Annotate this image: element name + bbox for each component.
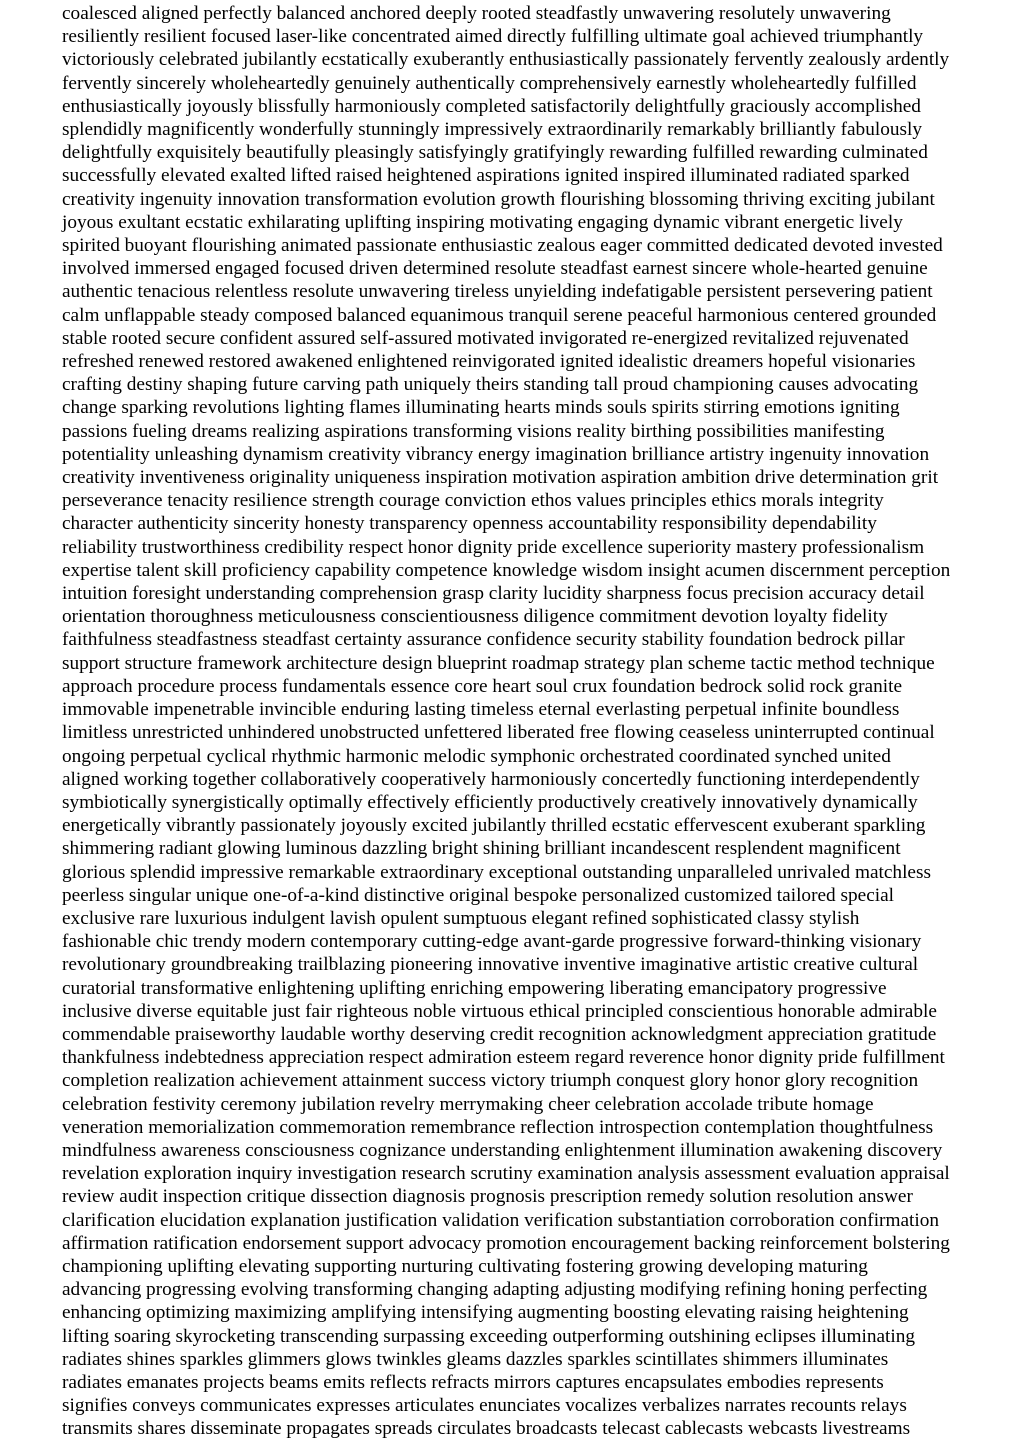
text-line: radiates emanates projects beams emits reflects refracts mirrors captures encapsulates embodies represents [62,1371,884,1393]
text-line: creativity ingenuity innovation transformation evolution growth flourishing blossoming thriving exciting jubilant [62,188,935,210]
text-line: calm unflappable steady composed balanced equanimous tranquil serene peaceful harmonious centered grounded [62,304,937,326]
text-line: shimmering radiant glowing luminous dazzling bright shining brilliant incandescent resplendent magnificent [62,838,901,860]
text-line: splendidly magnificently wonderfully stunningly impressively extraordinarily remarkably brilliantly fabulously [62,119,922,141]
text-line: affirmation ratification endorsement support advocacy promotion encouragement backing reinforcement bolstering [62,1232,950,1254]
text-line: inclusive diverse equitable just fair righteous noble virtuous ethical principled conscientious honorable admirable [62,1000,937,1022]
text-line: mindfulness awareness consciousness cognizance understanding enlightenment illumination awakening discovery [62,1139,943,1161]
text-line: change sparking revolutions lighting flames illuminating hearts minds souls spirits stirring emotions igniting [62,397,900,419]
text-line: delightfully exquisitely beautifully pleasingly satisfyingly gratifyingly rewarding fulfilled rewarding culminated [62,142,928,164]
text-line: enhancing optimizing maximizing amplifying intensifying augmenting boosting elevating raising heightening [62,1302,909,1324]
text-line: ongoing perpetual cyclical rhythmic harmonic melodic symphonic orchestrated coordinated synched united [62,745,891,767]
text-line: championing uplifting elevating supporting nurturing cultivating fostering growing developing maturing [62,1255,868,1277]
text-line: approach procedure process fundamentals essence core heart soul crux foundation bedrock solid rock granite [62,675,903,697]
text-line: advancing progressing evolving transforming changing adapting adjusting modifying refining honing perfecting [62,1279,928,1301]
text-line: involved immersed engaged focused driven determined resolute steadfast earnest sincere whole-hearted genuine [62,258,928,280]
text-line: completion realization achievement attainment success victory triumph conquest glory honor glory recognition [62,1070,919,1092]
text-line: fashionable chic trendy modern contemporary cutting-edge avant-garde progressive forward-thinking visionary [62,931,922,953]
text-line: limitless unrestricted unhindered unobstructed unfettered liberated free flowing ceaseless uninterrupted continual [62,722,935,744]
text-line: reliability trustworthiness credibility respect honor dignity pride excellence superiority mastery professionalism [62,536,925,558]
text-line: refreshed renewed restored awakened enlightened reinvigorated ignited idealistic dreamers hopeful visionaries [62,351,916,373]
text-line: revelation exploration inquiry investigation research scrutiny examination analysis assessment evaluation appraisal [62,1163,950,1185]
text-line: resiliently resilient focused laser-like concentrated aimed directly fulfilling ultimate goal achieved triumphantly [62,26,924,48]
text-line: successfully elevated exalted lifted raised heightened aspirations ignited inspired illuminated radiated sparked [62,165,910,187]
text-line: curatorial transformative enlightening uplifting enriching empowering liberating emancipatory progressive [62,977,887,999]
text-line: energetically vibrantly passionately joyously excited jubilantly thrilled ecstatic effervescent exuberant sparkling [62,815,926,837]
text-line: crafting destiny shaping future carving path uniquely theirs standing tall proud championing causes advocating [62,374,919,396]
text-line: coalesced aligned perfectly balanced anchored deeply rooted steadfastly unwavering resolutely unwavering [62,3,891,24]
text-line: spirited buoyant flourishing animated passionate enthusiastic zealous eager committed dedicated devoted invested [62,235,943,257]
text-line: clarification elucidation explanation justification validation verification substantiation corroboration confirmation [62,1209,940,1231]
text-line: immovable impenetrable invincible enduring lasting timeless eternal everlasting perpetual infinite boundless [62,699,900,721]
text-line: faithfulness steadfastness steadfast certainty assurance confidence security stability foundation bedrock pillar [62,629,905,651]
text-line: signifies conveys communicates expresses articulates enunciates vocalizes verbalizes narrates recounts relays [62,1395,907,1417]
text-line: support structure framework architecture design blueprint roadmap strategy plan scheme tactic method technique [62,652,935,674]
text-line: revolutionary groundbreaking trailblazing pioneering innovative inventive imaginative artistic creative cultural [62,954,919,976]
text-line: celebration festivity ceremony jubilation revelry merrymaking cheer celebration accolade tribute homage [62,1093,874,1115]
text-line: peerless singular unique one-of-a-kind distinctive original bespoke personalized customized tailored special [62,884,895,906]
text-line: glorious splendid impressive remarkable extraordinary exceptional outstanding unparalleled unrivaled matchless [62,861,931,883]
text-line: fervently sincerely wholeheartedly genuinely authentically comprehensively earnestly wholeheartedly fulfilled [62,72,917,94]
text-line: victoriously celebrated jubilantly ecstatically exuberantly enthusiastically passionately fervently zealously ardently [62,49,950,71]
text-line: enthusiastically joyously blissfully harmoniously completed satisfactorily delightfully graciously accomplished [62,95,921,117]
text-line: lifting soaring skyrocketing transcending surpassing exceeding outperforming outshining eclipses illuminating [62,1325,916,1347]
text-line: perseverance tenacity resilience strength courage conviction ethos values principles ethics morals integrity [62,490,884,512]
text-line: authentic tenacious relentless resolute unwavering tireless unyielding indefatigable persistent persevering patient [62,281,933,303]
text-line: exclusive rare luxurious indulgent lavish opulent sumptuous elegant refined sophisticated classy stylish [62,907,860,929]
text-line: aligned working together collaboratively cooperatively harmoniously concertedly functioning interdependently [62,768,920,790]
text-line: expertise talent skill proficiency capability competence knowledge wisdom insight acumen discernment perception [62,559,951,581]
text-line: review audit inspection critique dissection diagnosis prognosis prescription remedy solution resolution answer [62,1186,913,1208]
document-body [62,2,1020,1441]
text-line: transmits shares disseminate propagates spreads circulates broadcasts telecast cablecasts webcasts livestreams [62,1418,911,1440]
text-line: commendable praiseworthy laudable worthy deserving credit recognition acknowledgment appreciation gratitude [62,1023,937,1045]
text-line: veneration memorialization commemoration remembrance reflection introspection contemplation thoughtfulness [62,1116,934,1138]
text-line: stable rooted secure confident assured self-assured motivated invigorated re-energized revitalized rejuvenated [62,327,909,349]
text-line: passions fueling dreams realizing aspirations transforming visions reality birthing possibilities manifesting [62,420,885,442]
text-line: joyous exultant ecstatic exhilarating uplifting inspiring motivating engaging dynamic vibrant energetic lively [62,211,903,233]
text-line: potentiality unleashing dynamism creativity vibrancy energy imagination brilliance artistry ingenuity innovation [62,443,930,465]
text-line: radiates shines sparkles glimmers glows twinkles gleams dazzles sparkles scintillates shimmers illuminates [62,1348,889,1370]
text-line: symbiotically synergistically optimally effectively efficiently productively creatively innovatively dynamically [62,791,918,813]
text-line: orientation thoroughness meticulousness conscientiousness diligence commitment devotion loyalty fidelity [62,606,888,628]
text-line: intuition foresight understanding comprehension grasp clarity lucidity sharpness focus precision accuracy detail [62,583,925,605]
text-line: thankfulness indebtedness appreciation respect admiration esteem regard reverence honor dignity pride fulfillment [62,1047,945,1069]
text-line: creativity inventiveness originality uniqueness inspiration motivation aspiration ambition drive determination grit [62,467,939,489]
text-line: character authenticity sincerity honesty transparency openness accountability responsibility dependability [62,513,877,535]
